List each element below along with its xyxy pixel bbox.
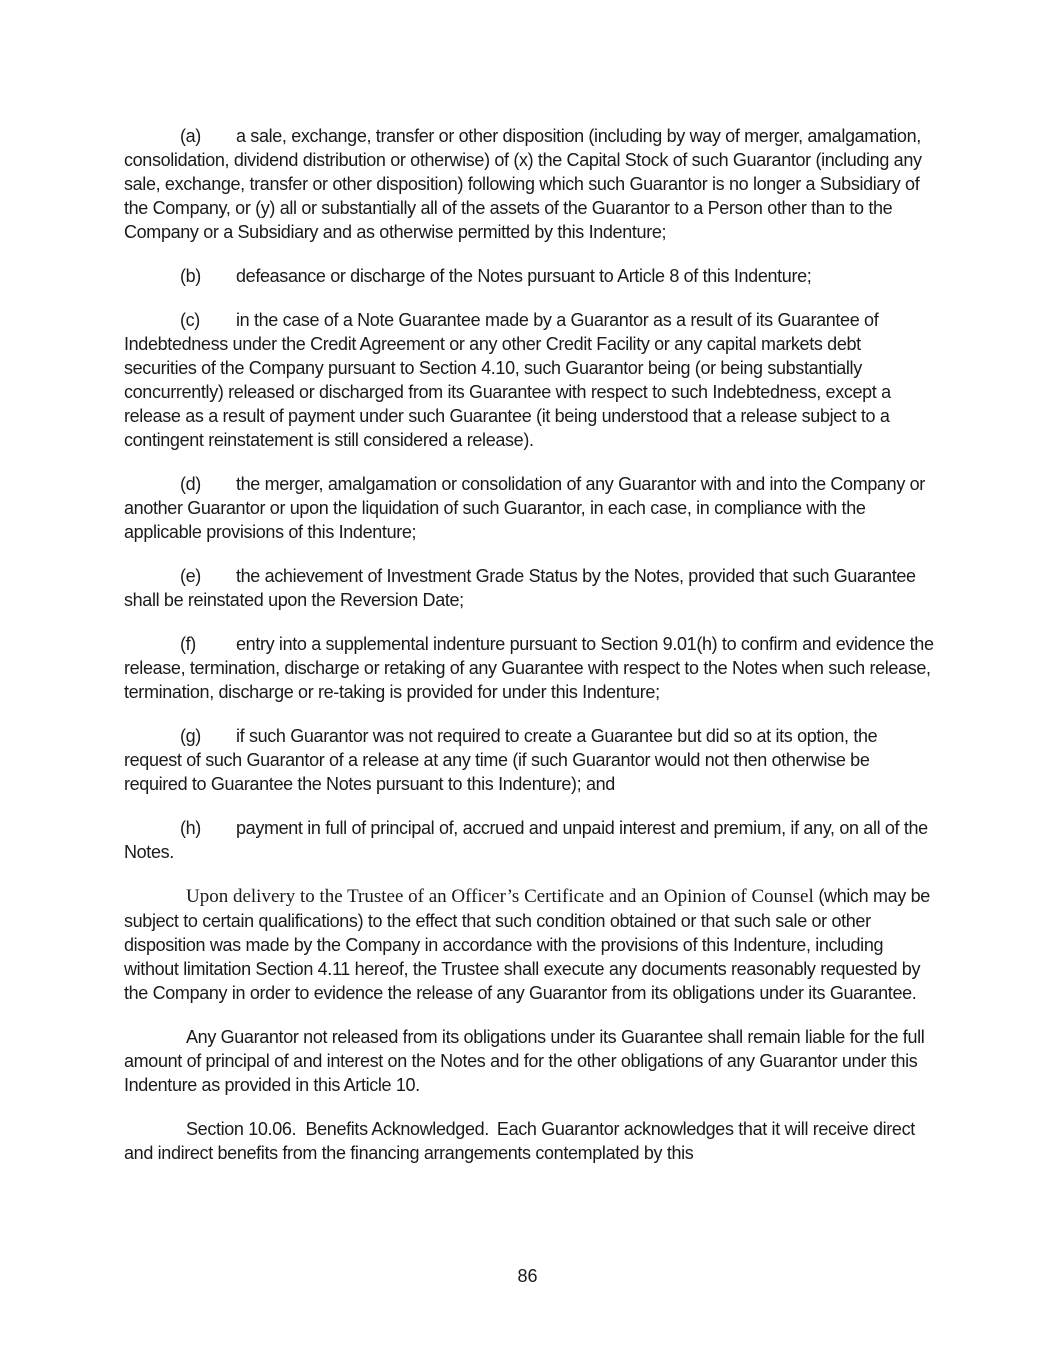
clause-text: payment in full of principal of, accrued and unpaid interest and premium, if any, on all of the Notes. [124,818,928,862]
document-body [124,124,934,1165]
clause-text: defeasance or discharge of the Notes pursuant to Article 8 of this Indenture; [236,266,812,286]
clause-label: (h) [180,818,201,838]
clause-b [124,264,934,288]
clause-label: (a) [180,126,201,146]
section-text: Each Guarantor acknowledges that it will receive direct and indirect benefits from the financing arrangements contemplated by this [124,1119,915,1163]
clause-a [124,124,934,244]
clause-f [124,632,934,704]
clause-c [124,308,934,452]
page-number: 86 [517,1266,538,1286]
remain-liable-text: Any Guarantor not released from its obligations under its Guarantee shall remain liable for the full amount of principal of and interest on the Notes and for the other obligations of any Guarantor under this Indenture as provided in this Article 10. [124,1027,925,1095]
clause-text: if such Guarantor was not required to create a Guarantee but did so at its option, the request of such Guarantor of a release at any time (if such Guarantor would not then otherwise be required to Guarantee the Notes pursuant to this Indenture); and [124,726,878,794]
release-paragraph-lead: Upon delivery to the Trustee of an Officer’s Certificate and an Opinion of Counsel [186,886,814,907]
release-paragraph [124,884,934,1005]
clause-label: (f) [180,634,196,654]
section-10-06 [124,1117,934,1165]
clause-text: the merger, amalgamation or consolidation of any Guarantor with and into the Company or another Guarantor or upon the liquidation of such Guarantor, in each case, in compliance with the applicable provisions of this Indenture; [124,474,925,542]
clause-label: (e) [180,566,201,586]
clause-label: (b) [180,266,201,286]
clause-text: a sale, exchange, transfer or other disposition (including by way of merger, amalgamation, consolidation, dividend distribution or otherwise) of (x) the Capital Stock of such Guarantor (including any sale, exchange, transfer or other disposition) following which such Guarantor is no longer a Subsidiary of the Company, or (y) all or substantially all of the assets of the Guarantor to a Person other than to the Company or a Subsidiary and as otherwise permitted by this Indenture; [124,126,922,242]
remain-liable-paragraph [124,1025,934,1097]
clause-label: (c) [180,310,200,330]
clause-text: in the case of a Note Guarantee made by a Guarantor as a result of its Guarantee of Indebtedness under the Credit Agreement or any other Credit Facility or any capital markets debt securities of the Company pursuant to Section 4.10, such Guarantor being (or being substantially concurrently) released or discharged from its Guarantee with respect to such Indebtedness, except a release as a result of payment under such Guarantee (it being understood that a release subject to a contingent reinstatement is still considered a release). [124,310,891,450]
clause-text: the achievement of Investment Grade Status by the Notes, provided that such Guarantee shall be reinstated upon the Reversion Date; [124,566,916,610]
clause-d [124,472,934,544]
clause-g [124,724,934,796]
clause-text: entry into a supplemental indenture pursuant to Section 9.01(h) to confirm and evidence the release, termination, discharge or retaking of any Guarantee with respect to the Notes when such release, termination, discharge or re-taking is provided for under this Indenture; [124,634,934,702]
clause-label: (g) [180,726,201,746]
clause-label: (d) [180,474,201,494]
section-heading: Section 10.06. Benefits Acknowledged. [186,1119,489,1139]
clause-h [124,816,934,864]
release-paragraph-text: (which may be subject to certain qualifications) to the effect that such condition obtained or that such sale or other disposition was made by the Company in accordance with the provisions of this Indenture, including without limitation Section 4.11 hereof, the Trustee shall execute any documents reasonably requested by the Company in order to evidence the release of any Guarantor from its obligations under its Guarantee. [124,886,930,1003]
clause-e [124,564,934,612]
